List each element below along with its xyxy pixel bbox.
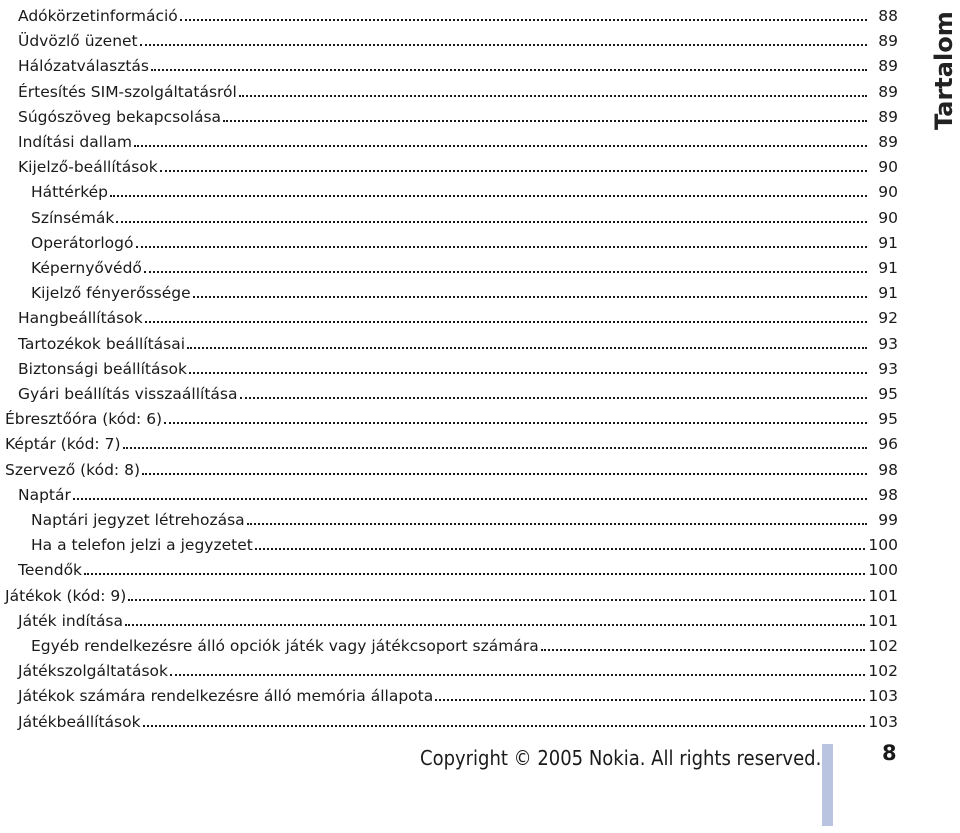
toc-entry-label: Teendők [18, 561, 83, 580]
toc-entry-page: 91 [878, 259, 898, 277]
dot-leader [239, 95, 867, 97]
toc-entry-page: 91 [878, 233, 898, 252]
toc-entry[interactable] [0, 101, 898, 126]
toc-entry[interactable] [0, 76, 898, 101]
dot-leader [136, 246, 868, 248]
toc-entry-page: 95 [878, 410, 898, 429]
toc-entry-page: 93 [878, 334, 898, 353]
dot-leader [128, 599, 865, 601]
dot-leader [160, 170, 867, 172]
toc-entry[interactable] [0, 706, 898, 731]
toc-entry[interactable] [0, 353, 898, 378]
toc-entry-label: Játékok számára rendelkezésre álló memória állapota [18, 687, 434, 706]
toc-entry[interactable] [0, 428, 898, 453]
toc-entry-page: 90 [878, 183, 898, 202]
toc-entry-page: 89 [878, 32, 898, 51]
toc-entry[interactable] [0, 529, 898, 554]
toc-entry[interactable] [0, 504, 898, 529]
dot-leader [110, 195, 867, 197]
dot-leader [255, 548, 866, 550]
toc-entry-label: Hálózatválasztás [18, 57, 149, 76]
toc-entry-label: Indítási dallam [18, 133, 132, 151]
toc-entry-page: 98 [878, 485, 898, 504]
toc-entry[interactable] [0, 554, 898, 579]
toc-entry-page: 101 [868, 586, 898, 605]
toc-entry-label: Biztonsági beállítások [18, 359, 188, 378]
toc-entry-page: 91 [878, 284, 898, 303]
toc-entry-label: Színsémák [31, 208, 115, 227]
toc-entry-page: 101 [868, 611, 898, 630]
toc-entry-label: Ha a telefon jelzi a jegyzetet [31, 536, 253, 555]
dot-leader [143, 725, 866, 727]
toc-entry-label: Egyéb rendelkezésre álló opciók játék vagy játékcsoport számára [31, 637, 539, 655]
toc-entry-label: Kijelző fényerőssége [31, 284, 191, 303]
toc-entry-label: Gyári beállítás visszaállítása [18, 385, 238, 403]
dot-leader [145, 321, 867, 323]
dot-leader [164, 422, 867, 424]
toc-entry-label: Ébresztőóra (kód: 6) [5, 410, 163, 429]
toc-entry-page: 98 [878, 460, 898, 479]
toc-entry[interactable] [0, 25, 898, 50]
dot-leader [151, 69, 867, 71]
toc-entry-page: 89 [878, 57, 898, 76]
toc-entry[interactable] [0, 252, 898, 277]
toc-entry-page: 102 [868, 662, 898, 681]
copyright-notice: Copyright © 2005 Nokia. All rights reserved. [420, 746, 822, 770]
toc-entry-label: Súgószöveg bekapcsolása [18, 107, 222, 126]
toc-entry[interactable] [0, 50, 898, 75]
page-number: 8 [882, 741, 897, 765]
dot-leader [435, 699, 865, 701]
decorative-bar [822, 744, 833, 826]
dot-leader [123, 447, 868, 449]
toc-entry-label: Értesítés SIM-szolgáltatásról [18, 82, 237, 101]
toc-entry-label: Játékszolgáltatások [18, 662, 168, 681]
toc-entry-label: Naptár [18, 485, 71, 504]
dot-leader [541, 649, 866, 651]
toc-entry[interactable] [0, 328, 898, 353]
toc-entry-page: 89 [878, 82, 898, 101]
dot-leader [193, 296, 867, 298]
toc-entry-page: 96 [878, 435, 898, 454]
toc-entry-label: Hangbeállítások [18, 309, 143, 328]
dot-leader [189, 372, 867, 374]
toc-entry-page: 102 [868, 637, 898, 655]
dot-leader [223, 120, 867, 122]
dot-leader [240, 397, 868, 399]
toc-entry-label: Játékbeállítások [18, 712, 141, 731]
toc-entry[interactable] [0, 151, 898, 176]
toc-entry-label: Háttérkép [31, 183, 109, 202]
dot-leader [125, 624, 865, 626]
toc-entry[interactable] [0, 378, 898, 403]
toc-entry-page: 88 [878, 7, 898, 25]
toc-entry-page: 99 [878, 511, 898, 529]
toc-entry-page: 90 [878, 158, 898, 177]
dot-leader [144, 271, 867, 273]
toc-entry[interactable] [0, 479, 898, 504]
dot-leader [180, 19, 867, 21]
toc-entry[interactable] [0, 277, 898, 302]
toc-entry[interactable] [0, 630, 898, 655]
toc-entry-label: Tartozékok beállításai [18, 334, 186, 353]
toc-entry-label: Adókörzetinformáció [18, 7, 178, 25]
toc-entry[interactable] [0, 605, 898, 630]
toc-entry-label: Szervező (kód: 8) [5, 460, 140, 479]
toc-entry-label: Operátorlogó [31, 233, 134, 252]
toc-entry-page: 90 [878, 208, 898, 227]
toc-entry[interactable] [0, 227, 898, 252]
dot-leader [140, 44, 867, 46]
toc-entry[interactable] [0, 176, 898, 201]
dot-leader [142, 473, 867, 475]
toc-entry-label: Képtár (kód: 7) [5, 435, 121, 454]
toc-entry[interactable] [0, 655, 898, 680]
toc-entry-page: 100 [868, 536, 898, 555]
toc-entry-page: 89 [878, 133, 898, 151]
dot-leader [116, 221, 867, 223]
toc-entry-label: Játékok (kód: 9) [5, 586, 127, 605]
toc-entry[interactable] [0, 302, 898, 327]
toc-entry[interactable] [0, 126, 898, 151]
dot-leader [84, 573, 865, 575]
dot-leader [170, 674, 865, 676]
toc-entry[interactable] [0, 202, 898, 227]
toc-entry[interactable] [0, 680, 898, 705]
toc-entry-page: 103 [868, 687, 898, 706]
toc-entry[interactable] [0, 454, 898, 479]
toc-entry-label: Naptári jegyzet létrehozása [31, 511, 245, 529]
toc-entry-page: 95 [878, 385, 898, 403]
toc-entry-page: 103 [868, 712, 898, 731]
toc-entry-page: 100 [868, 561, 898, 580]
dot-leader [134, 145, 867, 147]
toc-entry-label: Képernyővédő [31, 259, 142, 277]
section-title: Tartalom [930, 11, 958, 130]
toc-entry[interactable] [0, 0, 898, 25]
toc-entry-label: Kijelző-beállítások [18, 158, 158, 177]
toc-entry-page: 92 [878, 309, 898, 328]
toc-entry[interactable] [0, 403, 898, 428]
toc-entry-label: Játék indítása [18, 611, 124, 630]
toc-entry[interactable] [0, 580, 898, 605]
toc-entry-label: Üdvözlő üzenet [18, 32, 138, 51]
dot-leader [247, 523, 867, 525]
dot-leader [187, 347, 867, 349]
toc-entry-page: 93 [878, 359, 898, 378]
toc-entry-page: 89 [878, 107, 898, 126]
dot-leader [73, 498, 867, 500]
